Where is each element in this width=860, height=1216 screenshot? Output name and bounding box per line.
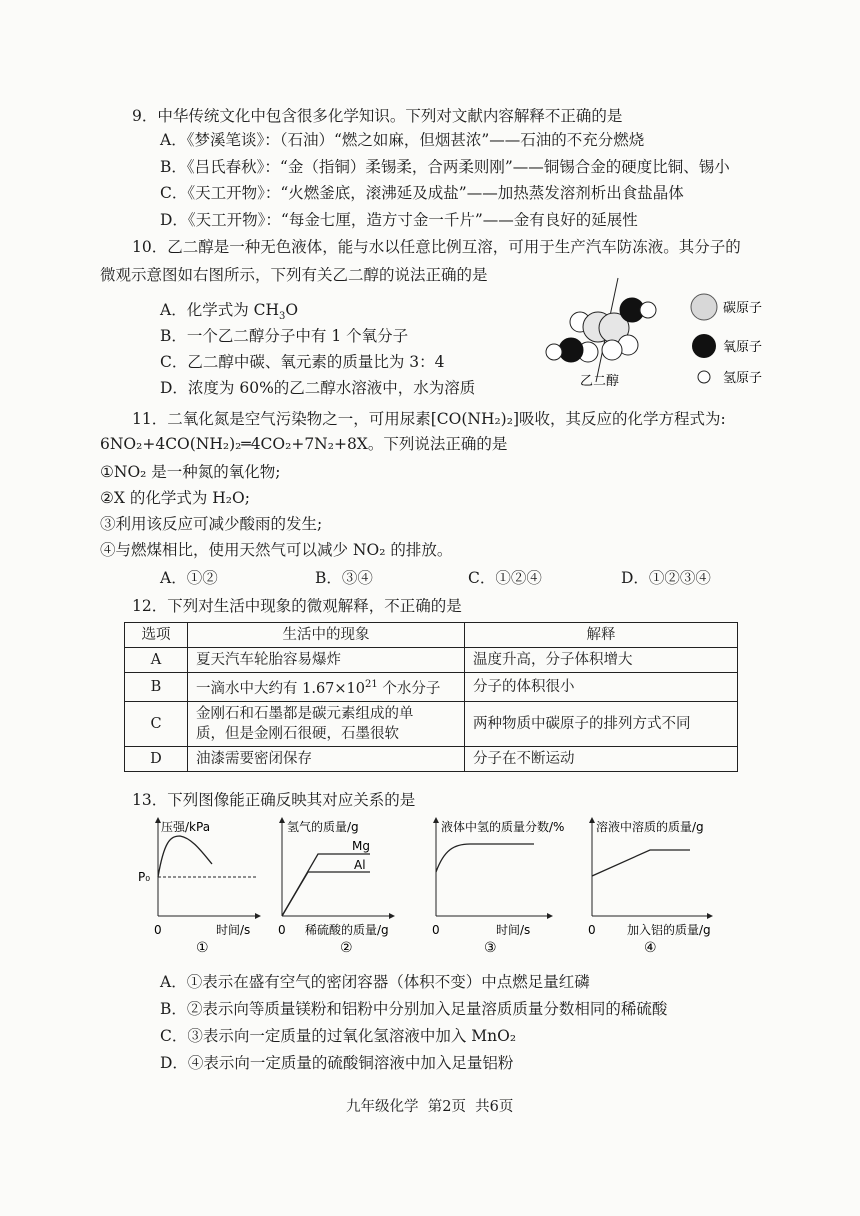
q10-stem-2: 微观示意图如右图所示，下列有关乙二醇的说法正确的是 xyxy=(100,266,488,284)
q11-equation: 6NO₂+4CO(NH₂)₂═4CO₂+7N₂+8X。下列说法正确的是 xyxy=(100,435,508,453)
graph-1-y-marker: P₀ xyxy=(138,870,151,884)
row-explanation: 分子在不断运动 xyxy=(465,746,738,771)
legend-carbon-label: 碳原子 xyxy=(723,301,763,316)
q13-option-d: D．④表示向一定质量的硫酸铜溶液中加入足量铝粉 xyxy=(160,1054,514,1072)
graph-1-ylabel: 压强/kPa xyxy=(161,820,211,834)
graph-4 xyxy=(588,819,711,956)
graph-3-xlabel: 时间/s xyxy=(496,923,531,937)
q12-stem: 12．下列对生活中现象的微观解释，不正确的是 xyxy=(132,597,462,615)
ethylene-glycol-diagram xyxy=(540,270,800,395)
header-explanation: 解释 xyxy=(465,623,738,648)
graph-2-series-mg-label: Mg xyxy=(352,839,370,853)
graph-3-curve xyxy=(436,844,534,872)
hydrogen-atom-6 xyxy=(640,302,656,318)
table-row xyxy=(125,673,738,702)
graph-1 xyxy=(138,820,258,956)
row-explanation: 温度升高，分子体积增大 xyxy=(465,648,738,673)
row-phenomenon: 夏天汽车轮胎容易爆炸 xyxy=(188,648,465,673)
header-option: 选项 xyxy=(125,623,188,648)
q13-stem: 13．下列图像能正确反映其对应关系的是 xyxy=(132,791,416,809)
q10-stem-1: 10．乙二醇是一种无色液体，能与水以任意比例互溶，可用于生产汽车防冻液。其分子的 xyxy=(132,238,741,256)
graph-4-curve xyxy=(592,850,690,876)
graph-3-origin: 0 xyxy=(432,923,440,937)
legend-oxygen-icon xyxy=(692,334,716,358)
q13-option-a: A．①表示在盛有空气的密闭容器（体积不变）中点燃足量红磷 xyxy=(160,973,590,991)
legend-hydrogen-label: 氢原子 xyxy=(723,371,763,386)
graph-4-origin: 0 xyxy=(588,923,596,937)
graph-4-xlabel: 加入铝的质量/g xyxy=(627,923,711,937)
q9-stem: 9．中华传统文化中包含很多化学知识。下列对文献内容解释不正确的是 xyxy=(132,107,623,125)
graph-1-xlabel: 时间/s xyxy=(216,923,251,937)
graph-2-index: ② xyxy=(340,940,353,956)
q11-stem: 11．二氧化氮是空气污染物之一，可用尿素[CO(NH₂)₂]吸收，其反应的化学方程式为: xyxy=(132,410,726,428)
header-phenomenon: 生活中的现象 xyxy=(188,623,465,648)
q11-item-3: ③利用该反应可减少酸雨的发生; xyxy=(100,515,323,533)
q11-item-2: ②X 的化学式为 H₂O; xyxy=(100,489,250,507)
row-explanation: 分子的体积很小 xyxy=(465,673,738,702)
graph-1-index: ① xyxy=(196,940,209,956)
explanation-table xyxy=(124,622,738,772)
graph-3 xyxy=(432,819,564,956)
legend-oxygen-label: 氧原子 xyxy=(723,340,763,355)
table-row xyxy=(125,746,738,771)
q11-option-a: A．①② xyxy=(160,569,218,587)
row-option: C xyxy=(125,701,188,746)
graph-2-origin: 0 xyxy=(278,923,286,937)
graph-2-ylabel: 氢气的质量/g xyxy=(287,820,359,834)
q13-graphs xyxy=(130,812,750,962)
q10-option-a: A．化学式为 $CH_3O$ xyxy=(160,301,299,323)
graph-1-curve xyxy=(158,836,212,877)
graph-3-index: ③ xyxy=(484,940,497,956)
q10-option-c: C．乙二醇中碳、氧元素的质量比为 3：4 xyxy=(160,353,445,371)
q11-option-b: B．③④ xyxy=(315,569,373,587)
q9-option-d: D．《天工开物》：“每金七厘，造方寸金一千片”——金有良好的延展性 xyxy=(160,211,638,229)
graph-2-series-al xyxy=(282,872,370,916)
table-header-row xyxy=(125,623,738,648)
graph-2-series-al-label: Al xyxy=(354,858,366,872)
table-row xyxy=(125,701,738,746)
graph-2 xyxy=(278,819,392,956)
graph-4-index: ④ xyxy=(644,940,657,956)
graph-2-xlabel: 稀硫酸的质量/g xyxy=(305,923,389,937)
row-phenomenon: 油漆需要密闭保存 xyxy=(188,746,465,771)
q11-option-d: D．①②③④ xyxy=(621,569,711,587)
q11-item-4: ④与燃煤相比，使用天然气可以减少 NO₂ 的排放。 xyxy=(100,541,453,559)
row-phenomenon: 金刚石和石墨都是碳元素组成的单 质，但是金刚石很硬，石墨很软 xyxy=(188,701,465,746)
legend-carbon-icon xyxy=(691,294,717,320)
legend-hydrogen-icon xyxy=(698,371,710,383)
q9-option-a: A．《梦溪笔谈》：（石油）“燃之如麻，但烟甚浓”——石油的不充分燃烧 xyxy=(160,131,645,149)
q11-option-c: C．①②④ xyxy=(468,569,542,587)
q9-option-c: C．《天工开物》：“火燃釜底，滚沸延及成盐”——加热蒸发溶剂析出食盐晶体 xyxy=(160,184,684,202)
q13-option-b: B．②表示向等质量镁粉和铝粉中分别加入足量溶质质量分数相同的稀硫酸 xyxy=(160,1000,668,1018)
graph-3-ylabel: 液体中氢的质量分数/% xyxy=(441,820,565,834)
q10-option-d: D．浓度为 60%的乙二醇水溶液中，水为溶质 xyxy=(160,379,476,397)
oxygen-atom-1 xyxy=(559,338,583,362)
q11-item-1: ①NO₂ 是一种氮的氧化物; xyxy=(100,463,281,481)
hydrogen-atom-5 xyxy=(602,340,622,360)
graph-4-ylabel: 溶液中溶质的质量/g xyxy=(596,820,704,834)
table-row xyxy=(125,648,738,673)
hydrogen-atom-3 xyxy=(546,344,562,360)
q10-option-b: B．一个乙二醇分子中有 1 个氧分子 xyxy=(160,327,409,345)
row-option: D xyxy=(125,746,188,771)
row-phenomenon: 一滴水中大约有 $1.67\times 10^{21}$ 个水分子 xyxy=(188,673,465,702)
row-option: B xyxy=(125,673,188,702)
q9-option-b: B．《吕氏春秋》：“金（指铜）柔锡柔，合两柔则刚”——铜锡合金的硬度比铜、锡小 xyxy=(160,158,730,176)
figure-caption: 乙二醇 xyxy=(580,374,620,389)
q13-option-c: C．③表示向一定质量的过氧化氢溶液中加入 MnO₂ xyxy=(160,1027,517,1045)
row-option: A xyxy=(125,648,188,673)
page-footer: 九年级化学 第2页 共6页 xyxy=(346,1099,514,1115)
graph-1-origin: 0 xyxy=(154,923,162,937)
row-explanation: 两种物质中碳原子的排列方式不同 xyxy=(465,701,738,746)
